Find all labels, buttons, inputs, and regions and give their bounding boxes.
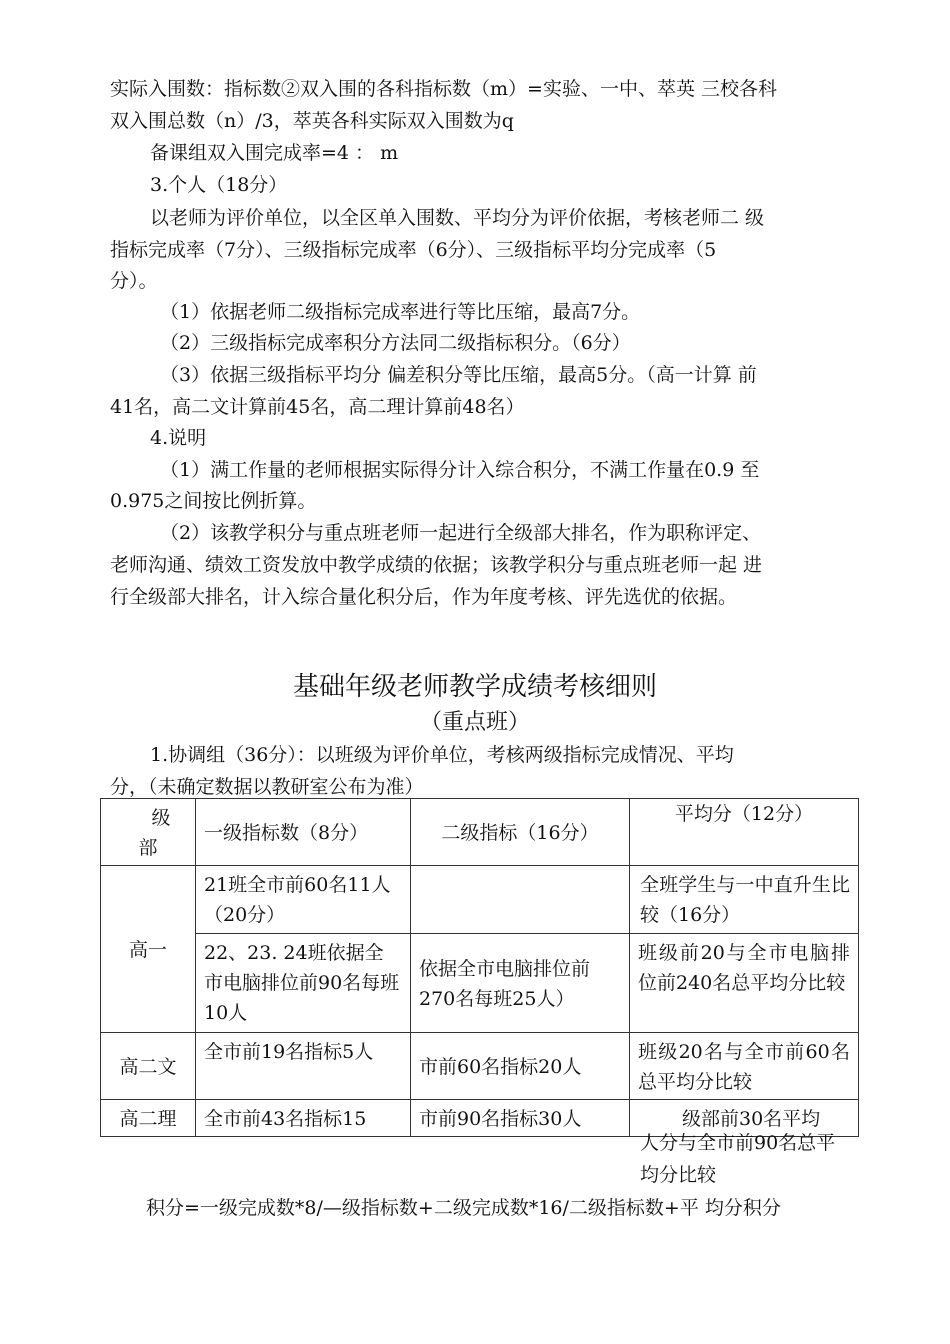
- table-cell: 班级前20与全市电脑排位前240名总平均分比较: [630, 934, 859, 1033]
- list-item: （2）该教学积分与重点班老师一起进行全级部大排名，作为职称评定、: [160, 522, 762, 544]
- paragraph-line: 41名，高二文计算前45名，高二理计算前48名）: [110, 396, 525, 418]
- table-cell: 级部前30名平均: [630, 1100, 859, 1137]
- table-cell: 全市前19名指标5人: [196, 1033, 411, 1100]
- table-cell: 依据全市电脑排位前270名每班25人）: [411, 934, 630, 1033]
- grade-name: 高一: [101, 866, 196, 1033]
- table-cell: [411, 866, 630, 934]
- header-grade: [101, 799, 196, 866]
- section-title: 基础年级老师教学成绩考核细则: [292, 672, 657, 702]
- paragraph-line: 备课组双入围完成率=4 ： m: [150, 142, 399, 164]
- paragraph-line: 指标完成率（7分）、三级指标完成率（6分）、三级指标平均分完成率（5: [110, 239, 717, 261]
- header-grade-line: 部: [138, 837, 158, 859]
- overflow-cell-text: 均分比较: [640, 1164, 717, 1186]
- paragraph-line: 实际入围数：指标数②双入围的各科指标数（m）=实验、一中、萃英 三校各科: [110, 78, 777, 100]
- list-item: （1）依据老师二级指标完成率进行等比压缩，最高7分。: [160, 301, 641, 323]
- table-header-row: [101, 799, 859, 866]
- paragraph-line: 1.协调组（36分）：以班级为评价单位，考核两级指标完成情况、平均: [150, 744, 734, 766]
- paragraph-line: 老师沟通、绩效工资发放中教学成绩的依据；该教学积分与重点班老师一起 进: [110, 554, 763, 576]
- table-cell: 21班全市前60名11人（20分）: [196, 866, 411, 934]
- paragraph-line: 以老师为评价单位，以全区单入围数、平均分为评价依据，考核老师二 级: [150, 207, 765, 229]
- list-item: （3）依据三级指标平均分 偏差积分等比压缩，最高5分。（高一计算 前: [160, 364, 757, 386]
- table-cell: 班级20名与全市前60名总平均分比较: [630, 1033, 859, 1100]
- formula: 积分=一级完成数*8/—级指标数+二级完成数*16/二级指标数+平 均分积分: [146, 1197, 781, 1219]
- table-cell: 22、23. 24班依据全市电脑排位前90名每班10人: [196, 934, 411, 1033]
- grade-name: 高二理: [101, 1100, 196, 1137]
- table-row: [101, 934, 859, 1033]
- paragraph-line: 行全级部大排名，计入综合量化积分后，作为年度考核、评先选优的依据。: [110, 586, 738, 608]
- table-row: [101, 1033, 859, 1100]
- list-item: （2）三级指标完成率积分方法同二级指标积分。（6分）: [160, 332, 631, 354]
- header-grade-line: 级: [151, 807, 171, 829]
- table-cell: 市前90名指标30人: [411, 1100, 630, 1137]
- header-level2: 二级指标（16分）: [411, 799, 630, 866]
- paragraph-line: 双入围总数（n）/3，萃英各科实际双入围数为q: [110, 110, 514, 132]
- table-cell: 全市前43名指标15: [196, 1100, 411, 1137]
- header-level1: 一级指标数（8分）: [196, 799, 411, 866]
- section-subtitle: （重点班）: [419, 710, 530, 735]
- table-cell: 全班学生与一中直升生比较（16分）: [630, 866, 859, 934]
- paragraph-line: 分，（未确定数据以教研室公布为准）: [110, 776, 424, 798]
- paragraph-line: 分）。: [110, 270, 158, 292]
- overflow-cell-text: 人分与全市前90名总平: [640, 1132, 836, 1154]
- assessment-table: [100, 798, 859, 1137]
- section-heading: 3.个人（18分）: [150, 174, 288, 196]
- header-avg: 平均分（12分）: [630, 799, 859, 866]
- grade-name: 高二文: [101, 1033, 196, 1100]
- table-row: [101, 866, 859, 934]
- table-cell: 市前60名指标20人: [411, 1033, 630, 1100]
- list-item: （1）满工作量的老师根据实际得分计入综合积分，不满工作量在0.9 至: [160, 459, 760, 481]
- section-heading: 4.说明: [150, 427, 207, 449]
- paragraph-line: 0.975之间按比例折算。: [110, 490, 317, 512]
